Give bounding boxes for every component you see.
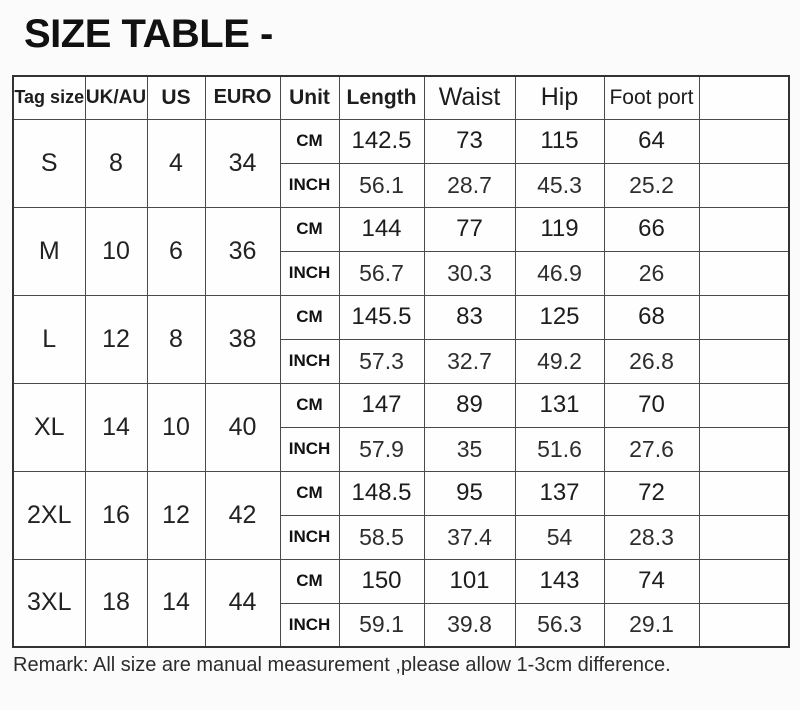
cell-euro: 34: [205, 119, 280, 207]
header-tag-size: Tag size: [13, 76, 85, 119]
cell-waist-inch: 30.3: [424, 251, 515, 295]
cell-unit-cm: CM: [280, 119, 339, 163]
cell-empty: [699, 515, 789, 559]
cell-uk-au: 12: [85, 295, 147, 383]
cell-us: 4: [147, 119, 205, 207]
cell-hip-cm: 143: [515, 559, 604, 603]
cell-foot-inch: 26.8: [604, 339, 699, 383]
cell-waist-cm: 83: [424, 295, 515, 339]
cell-unit-cm: CM: [280, 207, 339, 251]
cell-foot-cm: 64: [604, 119, 699, 163]
cell-empty: [699, 163, 789, 207]
cell-uk-au: 8: [85, 119, 147, 207]
cell-uk-au: 16: [85, 471, 147, 559]
row-2xl-cm: [13, 471, 789, 515]
cell-unit-cm: CM: [280, 295, 339, 339]
cell-empty: [699, 207, 789, 251]
cell-us: 10: [147, 383, 205, 471]
cell-hip-inch: 49.2: [515, 339, 604, 383]
cell-unit-inch: INCH: [280, 515, 339, 559]
header-unit: Unit: [280, 76, 339, 119]
cell-us: 6: [147, 207, 205, 295]
cell-length-cm: 148.5: [339, 471, 424, 515]
header-length: Length: [339, 76, 424, 119]
remark-text: Remark: All size are manual measurement ,please allow 1-3cm difference.: [13, 654, 671, 676]
cell-euro: 36: [205, 207, 280, 295]
cell-hip-inch: 51.6: [515, 427, 604, 471]
header-hip: Hip: [515, 76, 604, 119]
cell-unit-inch: INCH: [280, 163, 339, 207]
cell-length-inch: 56.1: [339, 163, 424, 207]
cell-unit-inch: INCH: [280, 251, 339, 295]
cell-empty: [699, 383, 789, 427]
cell-waist-cm: 77: [424, 207, 515, 251]
cell-unit-inch: INCH: [280, 603, 339, 647]
cell-foot-inch: 29.1: [604, 603, 699, 647]
cell-hip-inch: 54: [515, 515, 604, 559]
cell-waist-inch: 39.8: [424, 603, 515, 647]
page-title: SIZE TABLE -: [24, 12, 273, 56]
header-foot-port: Foot port: [604, 76, 699, 119]
cell-tag-size: 3XL: [13, 559, 85, 647]
cell-empty: [699, 603, 789, 647]
cell-empty: [699, 295, 789, 339]
cell-foot-cm: 72: [604, 471, 699, 515]
cell-euro: 44: [205, 559, 280, 647]
cell-waist-cm: 101: [424, 559, 515, 603]
row-m-cm: [13, 207, 789, 251]
cell-length-cm: 144: [339, 207, 424, 251]
cell-length-inch: 59.1: [339, 603, 424, 647]
row-xl-cm: [13, 383, 789, 427]
cell-length-inch: 57.9: [339, 427, 424, 471]
cell-uk-au: 18: [85, 559, 147, 647]
cell-us: 8: [147, 295, 205, 383]
cell-length-cm: 147: [339, 383, 424, 427]
cell-waist-inch: 32.7: [424, 339, 515, 383]
cell-hip-inch: 56.3: [515, 603, 604, 647]
cell-length-inch: 56.7: [339, 251, 424, 295]
cell-length-cm: 150: [339, 559, 424, 603]
cell-us: 12: [147, 471, 205, 559]
cell-tag-size: M: [13, 207, 85, 295]
cell-uk-au: 14: [85, 383, 147, 471]
header-uk-au: UK/AU: [85, 76, 147, 119]
header-waist: Waist: [424, 76, 515, 119]
cell-uk-au: 10: [85, 207, 147, 295]
cell-foot-inch: 28.3: [604, 515, 699, 559]
cell-length-inch: 58.5: [339, 515, 424, 559]
cell-foot-cm: 68: [604, 295, 699, 339]
cell-euro: 38: [205, 295, 280, 383]
row-l-cm: [13, 295, 789, 339]
cell-empty: [699, 471, 789, 515]
row-s-cm: [13, 119, 789, 163]
cell-us: 14: [147, 559, 205, 647]
cell-hip-cm: 137: [515, 471, 604, 515]
cell-hip-cm: 115: [515, 119, 604, 163]
cell-hip-cm: 131: [515, 383, 604, 427]
header-row: [13, 76, 789, 119]
cell-unit-cm: CM: [280, 383, 339, 427]
cell-hip-cm: 125: [515, 295, 604, 339]
cell-tag-size: L: [13, 295, 85, 383]
cell-empty: [699, 339, 789, 383]
cell-waist-inch: 35: [424, 427, 515, 471]
row-3xl-cm: [13, 559, 789, 603]
cell-length-cm: 142.5: [339, 119, 424, 163]
cell-empty: [699, 119, 789, 163]
cell-foot-inch: 25.2: [604, 163, 699, 207]
cell-waist-cm: 95: [424, 471, 515, 515]
header-euro: EURO: [205, 76, 280, 119]
cell-foot-inch: 27.6: [604, 427, 699, 471]
size-table: [12, 75, 790, 648]
cell-foot-cm: 66: [604, 207, 699, 251]
cell-foot-inch: 26: [604, 251, 699, 295]
cell-tag-size: XL: [13, 383, 85, 471]
cell-unit-cm: CM: [280, 471, 339, 515]
cell-unit-inch: INCH: [280, 339, 339, 383]
cell-hip-cm: 119: [515, 207, 604, 251]
cell-waist-cm: 73: [424, 119, 515, 163]
cell-foot-cm: 74: [604, 559, 699, 603]
cell-waist-cm: 89: [424, 383, 515, 427]
cell-tag-size: S: [13, 119, 85, 207]
cell-foot-cm: 70: [604, 383, 699, 427]
header-us: US: [147, 76, 205, 119]
cell-empty: [699, 251, 789, 295]
cell-tag-size: 2XL: [13, 471, 85, 559]
cell-waist-inch: 28.7: [424, 163, 515, 207]
cell-unit-inch: INCH: [280, 427, 339, 471]
cell-waist-inch: 37.4: [424, 515, 515, 559]
cell-length-cm: 145.5: [339, 295, 424, 339]
cell-euro: 42: [205, 471, 280, 559]
cell-empty: [699, 427, 789, 471]
cell-hip-inch: 46.9: [515, 251, 604, 295]
cell-empty: [699, 559, 789, 603]
cell-euro: 40: [205, 383, 280, 471]
cell-length-inch: 57.3: [339, 339, 424, 383]
cell-hip-inch: 45.3: [515, 163, 604, 207]
cell-unit-cm: CM: [280, 559, 339, 603]
header-empty-cell: [699, 76, 789, 119]
